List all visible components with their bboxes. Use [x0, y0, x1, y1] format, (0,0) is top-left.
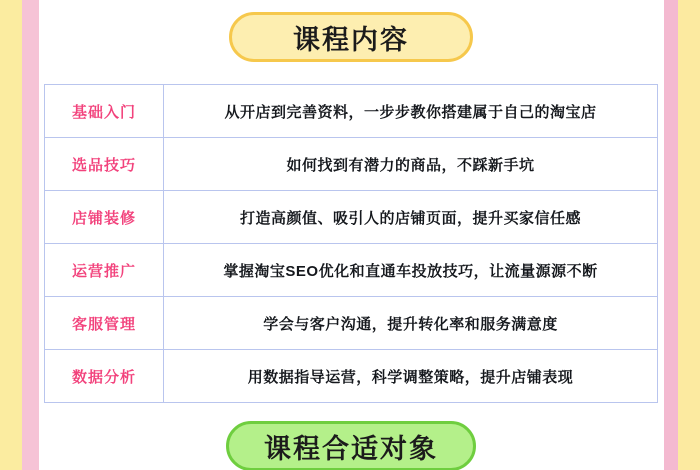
right-pink-stripe: [664, 0, 678, 470]
table-row: [45, 85, 658, 138]
table-row: [45, 350, 658, 403]
row-label: 店铺装修: [45, 191, 164, 244]
section-title-course-content: 课程内容: [229, 12, 473, 62]
row-description: 如何找到有潜力的商品，不踩新手坑: [164, 138, 658, 191]
row-description: 从开店到完善资料，一步步教你搭建属于自己的淘宝店: [164, 85, 658, 138]
row-label: 数据分析: [45, 350, 164, 403]
row-description: 掌握淘宝SEO优化和直通车投放技巧，让流量源源不断: [164, 244, 658, 297]
table-row: [45, 244, 658, 297]
course-table-body: [45, 85, 658, 403]
row-description: 打造高颜值、吸引人的店铺页面，提升买家信任感: [164, 191, 658, 244]
section-title-target-audience: 课程合适对象: [226, 421, 476, 470]
table-row: [45, 297, 658, 350]
content-area: [44, 0, 658, 470]
row-label: 选品技巧: [45, 138, 164, 191]
left-yellow-stripe: [0, 0, 22, 470]
table-row: [45, 138, 658, 191]
left-pink-stripe: [22, 0, 39, 470]
row-label: 客服管理: [45, 297, 164, 350]
row-description: 用数据指导运营，科学调整策略，提升店铺表现: [164, 350, 658, 403]
row-label: 基础入门: [45, 85, 164, 138]
row-label: 运营推广: [45, 244, 164, 297]
right-yellow-stripe: [678, 0, 700, 470]
row-description: 学会与客户沟通，提升转化率和服务满意度: [164, 297, 658, 350]
table-row: [45, 191, 658, 244]
course-content-table: [44, 84, 658, 403]
